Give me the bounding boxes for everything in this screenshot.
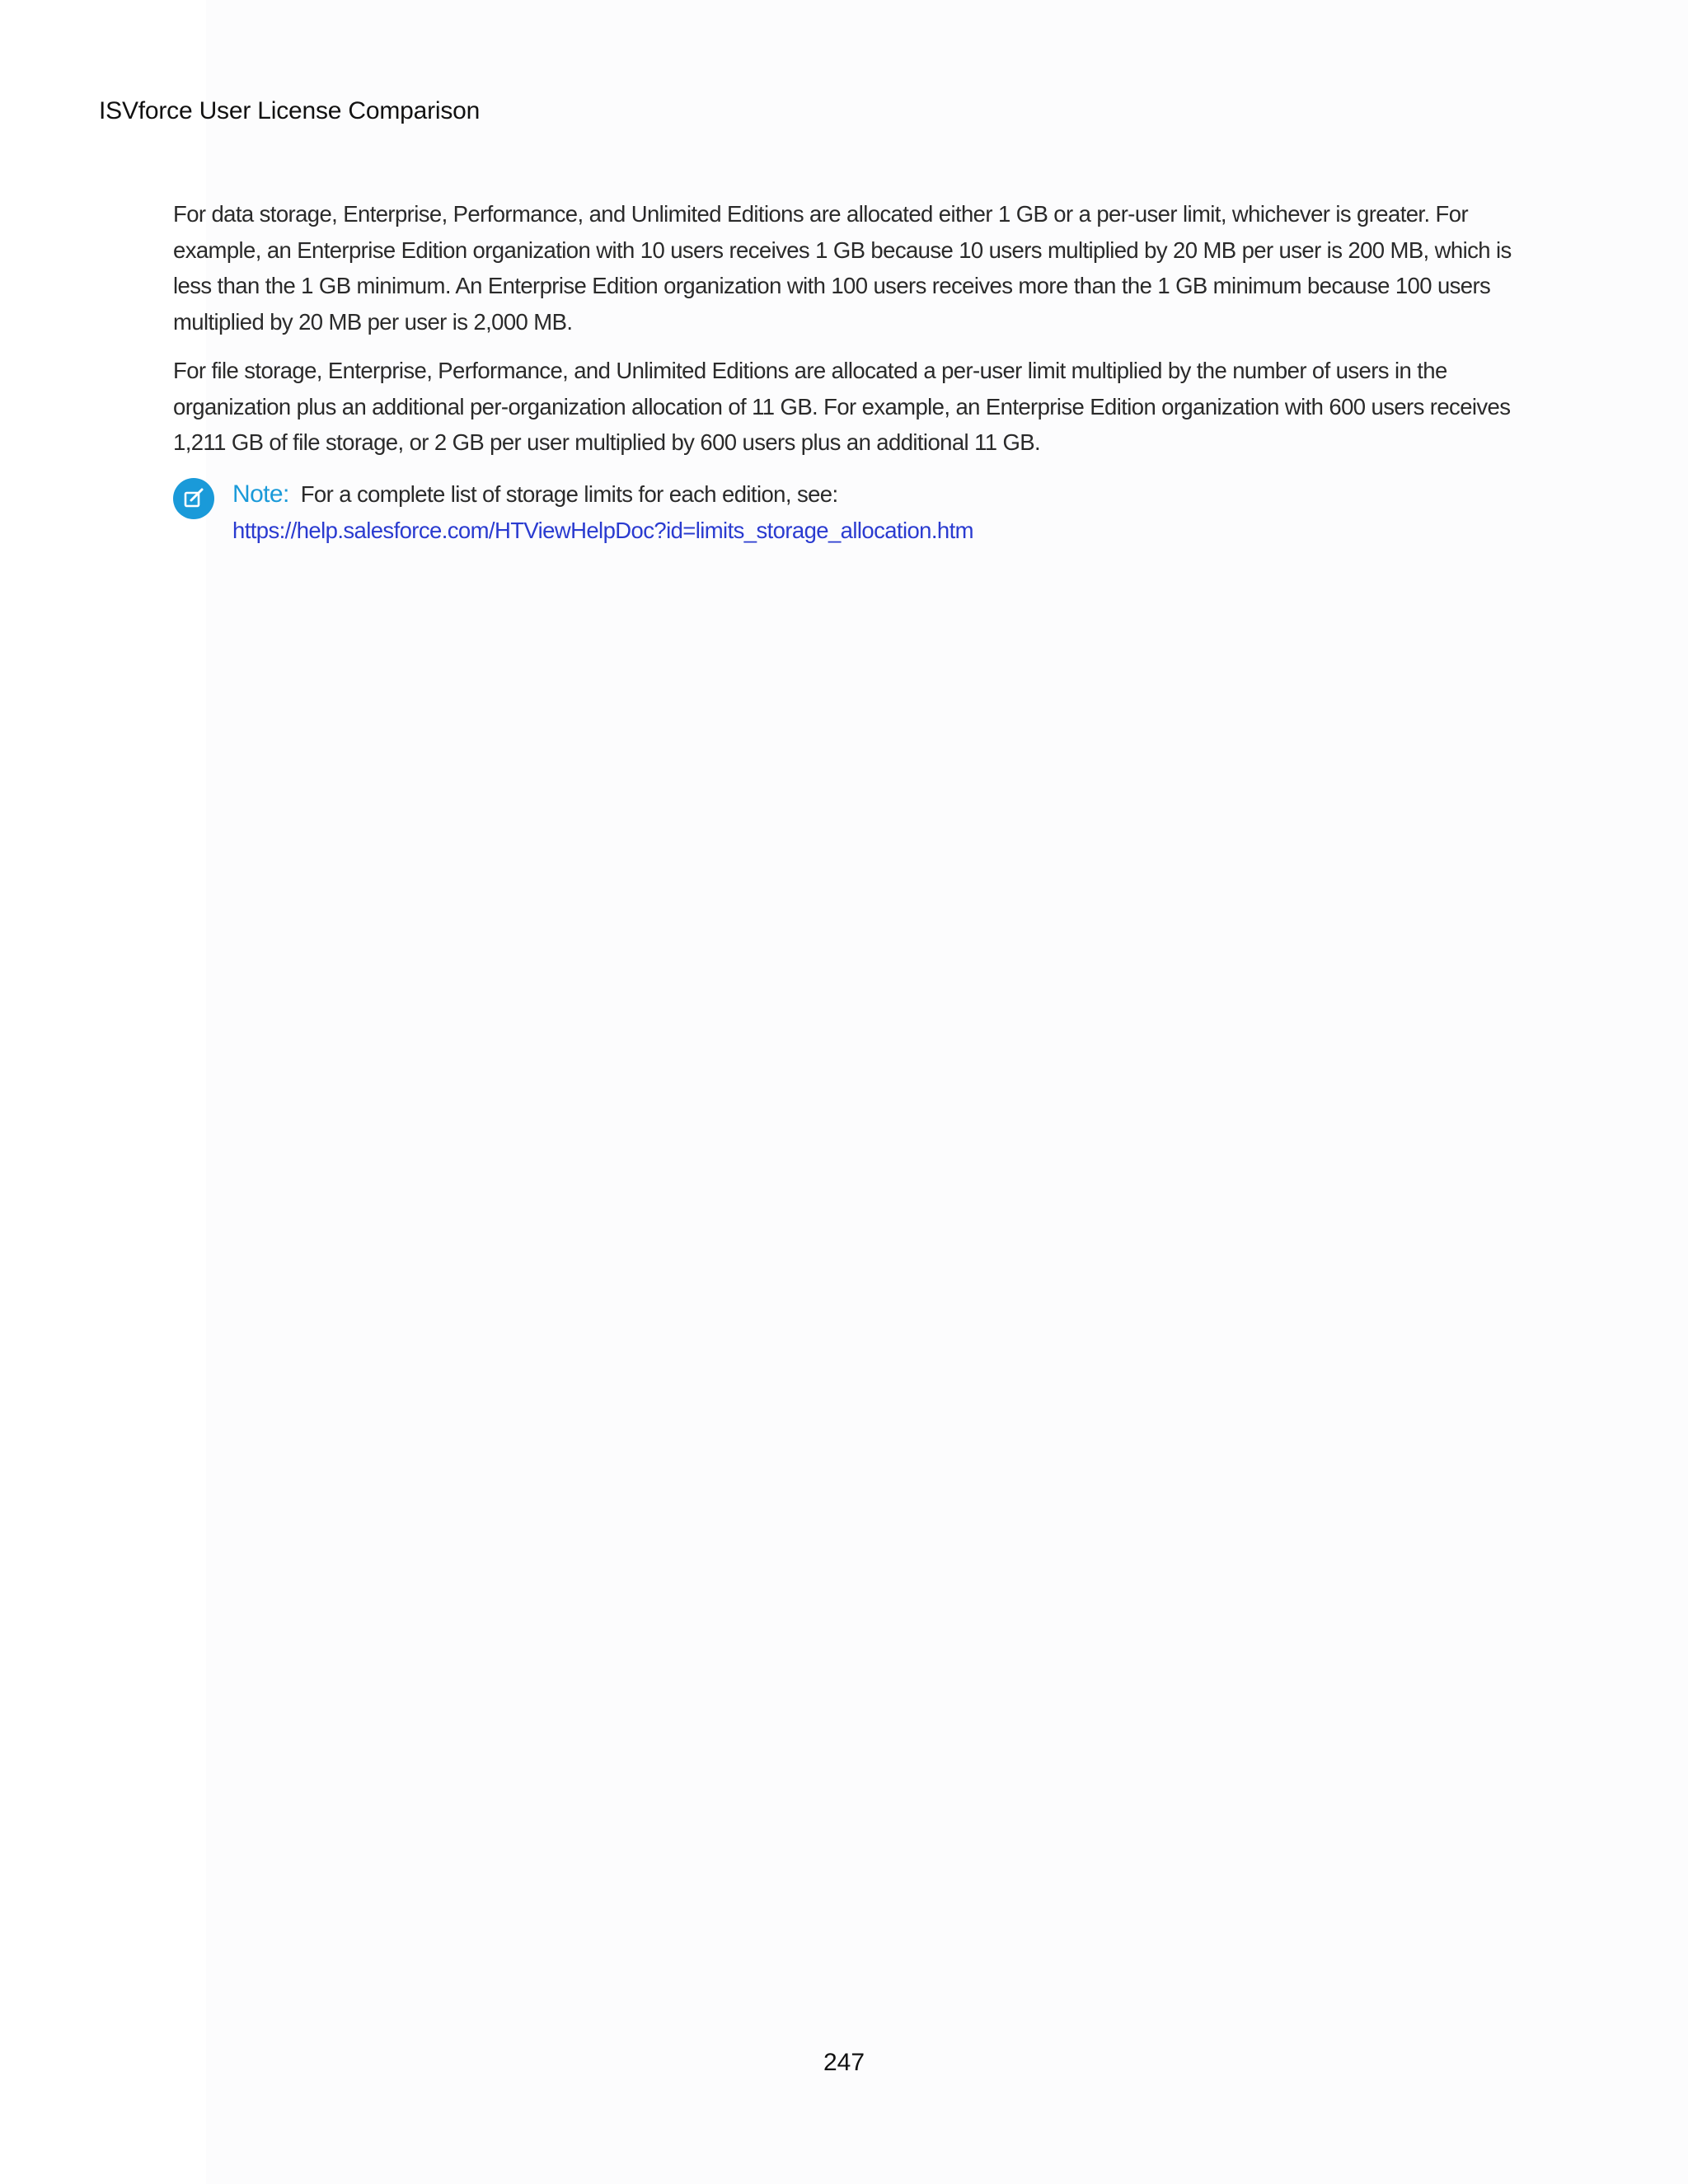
storage-limits-link[interactable]: https://help.salesforce.com/HTViewHelpDoc?id=limits_storage_allocation.htm: [232, 517, 973, 543]
note-callout: [173, 476, 1525, 548]
paragraph-data-storage: For data storage, Enterprise, Performance, and Unlimited Editions are allocated either 1 GB or a per-user limit, whichever is greater. For example, an Enterprise Edition organization with 10 users receives 1 GB because 10 users multiplied by 20 MB per user is 200 MB, which is less than the 1 GB minimum. An Enterprise Edition organization with 100 users receives more than the 1 GB minimum because 100 users multiplied by 20 MB per user is 2,000 MB.: [173, 201, 1512, 335]
note-body: [232, 476, 973, 548]
paragraph-file-storage: For file storage, Enterprise, Performance, and Unlimited Editions are allocated a per-user limit multiplied by the number of users in the organization plus an additional per-organization allocation of 11 GB. For example, an Enterprise Edition organization with 600 users receives 1,211 GB of file storage, or 2 GB per user multiplied by 600 users plus an additional 11 GB.: [173, 358, 1511, 455]
note-label: Note:: [232, 480, 289, 508]
note-text: For a complete list of storage limits for each edition, see:: [300, 481, 838, 507]
body-text: [173, 196, 1525, 474]
page-number: 247: [823, 2049, 865, 2076]
note-edit-icon: [173, 478, 214, 519]
running-header: ISVforce User License Comparison: [99, 97, 481, 124]
